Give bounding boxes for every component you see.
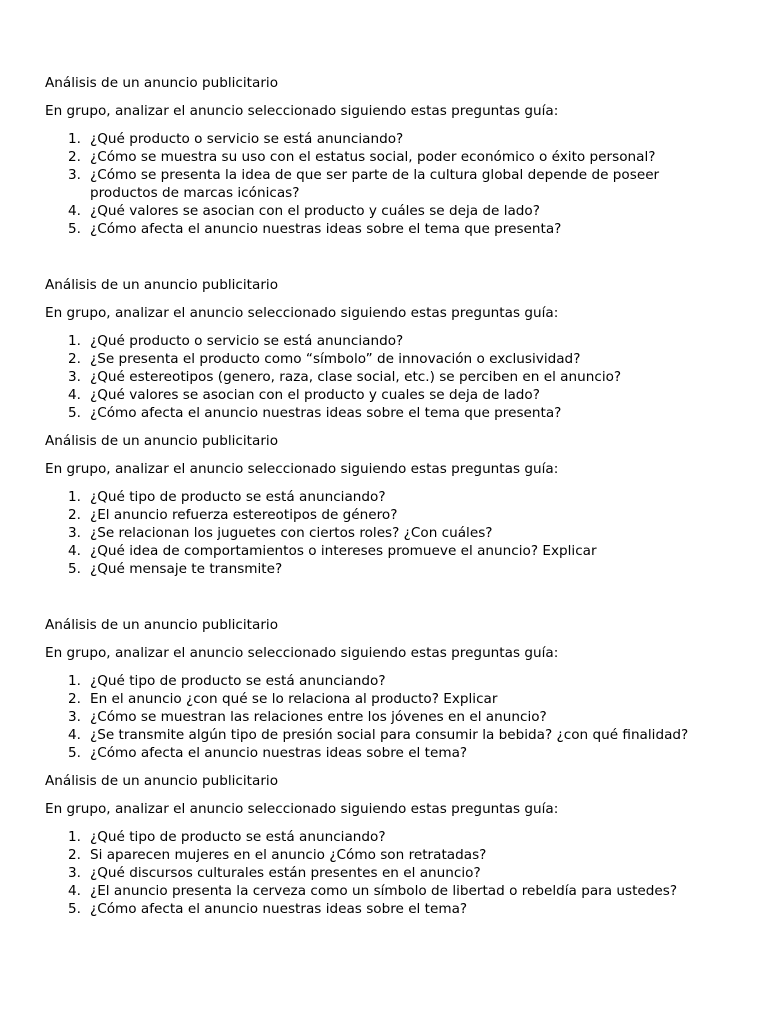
question-number: 1. [68, 673, 81, 689]
question-number: 5. [68, 221, 81, 237]
question-list [45, 828, 750, 918]
question-number: 1. [68, 333, 81, 349]
question-number: 4. [68, 883, 81, 899]
question-text: ¿Cómo se muestra su uso con el estatus social, poder económico o éxito personal? [90, 149, 656, 165]
question-number: 1. [68, 131, 81, 147]
question-item [45, 524, 750, 542]
question-item [45, 130, 750, 148]
question-number: 3. [68, 525, 81, 541]
question-item [45, 386, 750, 404]
section-instructions: En grupo, analizar el anuncio seleccionado siguiendo estas preguntas guía: [45, 801, 559, 817]
question-text: ¿Qué tipo de producto se está anunciando? [90, 829, 386, 845]
question-item [45, 672, 750, 690]
question-item [45, 202, 750, 220]
question-number: 5. [68, 405, 81, 421]
question-text: Si aparecen mujeres en el anuncio ¿Cómo son retratadas? [90, 847, 487, 863]
question-item [45, 708, 750, 726]
question-item [45, 744, 750, 762]
question-item [45, 560, 750, 578]
question-text: ¿Se transmite algún tipo de presión social para consumir la bebida? ¿con qué finalidad? [90, 727, 689, 743]
question-number: 2. [68, 847, 81, 863]
section-title: Análisis de un anuncio publicitario [45, 617, 279, 633]
question-number: 5. [68, 745, 81, 761]
question-number: 1. [68, 829, 81, 845]
section-instructions: En grupo, analizar el anuncio seleccionado siguiendo estas preguntas guía: [45, 645, 559, 661]
question-item [45, 846, 750, 864]
question-item [45, 220, 750, 238]
question-list [45, 488, 750, 578]
question-text: ¿El anuncio presenta la cerveza como un símbolo de libertad o rebeldía para ustedes? [90, 883, 678, 899]
question-number: 3. [68, 167, 81, 183]
question-number: 2. [68, 351, 81, 367]
question-number: 1. [68, 489, 81, 505]
question-text: ¿Qué tipo de producto se está anunciando? [90, 673, 386, 689]
question-item [45, 350, 750, 368]
question-text: ¿Cómo se presenta la idea de que ser parte de la cultura global depende de poseer [90, 167, 660, 183]
question-number: 2. [68, 691, 81, 707]
question-text: ¿Qué mensaje te transmite? [90, 561, 283, 577]
question-text: ¿Qué idea de comportamientos o intereses promueve el anuncio? Explicar [90, 543, 597, 559]
question-number: 3. [68, 865, 81, 881]
question-item [45, 488, 750, 506]
question-item [45, 726, 750, 744]
question-number: 2. [68, 149, 81, 165]
question-item [45, 506, 750, 524]
question-number: 2. [68, 507, 81, 523]
section-instructions: En grupo, analizar el anuncio seleccionado siguiendo estas preguntas guía: [45, 461, 559, 477]
question-text: ¿Cómo afecta el anuncio nuestras ideas sobre el tema que presenta? [90, 221, 562, 237]
question-item [45, 332, 750, 350]
question-text: ¿Cómo afecta el anuncio nuestras ideas sobre el tema? [90, 745, 468, 761]
question-list [45, 130, 750, 238]
question-item [45, 864, 750, 882]
question-text: productos de marcas icónicas? [90, 185, 300, 201]
section-title: Análisis de un anuncio publicitario [45, 773, 279, 789]
question-text: ¿Cómo se muestran las relaciones entre los jóvenes en el anuncio? [90, 709, 547, 725]
question-text: ¿Qué producto o servicio se está anunciando? [90, 131, 404, 147]
question-item [45, 404, 750, 422]
question-number: 3. [68, 369, 81, 385]
question-list [45, 332, 750, 422]
question-item [45, 882, 750, 900]
question-text: ¿Qué valores se asocian con el producto y cuáles se deja de lado? [90, 203, 540, 219]
question-text: ¿Cómo afecta el anuncio nuestras ideas sobre el tema que presenta? [90, 405, 562, 421]
question-text: ¿Cómo afecta el anuncio nuestras ideas sobre el tema? [90, 901, 468, 917]
question-number: 4. [68, 387, 81, 403]
question-item [45, 166, 750, 202]
question-text: ¿Qué estereotipos (genero, raza, clase social, etc.) se perciben en el anuncio? [90, 369, 622, 385]
question-number: 3. [68, 709, 81, 725]
question-list [45, 672, 750, 762]
section-title: Análisis de un anuncio publicitario [45, 277, 279, 293]
question-number: 4. [68, 727, 81, 743]
question-text: ¿Se relacionan los juguetes con ciertos roles? ¿Con cuáles? [90, 525, 493, 541]
question-item [45, 368, 750, 386]
section-instructions: En grupo, analizar el anuncio seleccionado siguiendo estas preguntas guía: [45, 305, 559, 321]
question-item [45, 148, 750, 166]
question-item [45, 690, 750, 708]
question-item [45, 542, 750, 560]
question-text: ¿El anuncio refuerza estereotipos de género? [90, 507, 398, 523]
question-text: ¿Qué tipo de producto se está anunciando? [90, 489, 386, 505]
question-text: En el anuncio ¿con qué se lo relaciona al producto? Explicar [90, 691, 498, 707]
question-number: 4. [68, 543, 81, 559]
section-title: Análisis de un anuncio publicitario [45, 433, 279, 449]
question-number: 5. [68, 561, 81, 577]
question-text: ¿Qué producto o servicio se está anunciando? [90, 333, 404, 349]
question-item [45, 900, 750, 918]
question-text: ¿Se presenta el producto como “símbolo” de innovación o exclusividad? [90, 351, 581, 367]
question-number: 4. [68, 203, 81, 219]
question-text: ¿Qué valores se asocian con el producto y cuales se deja de lado? [90, 387, 540, 403]
question-number: 5. [68, 901, 81, 917]
section-instructions: En grupo, analizar el anuncio seleccionado siguiendo estas preguntas guía: [45, 103, 559, 119]
question-item [45, 828, 750, 846]
section-title: Análisis de un anuncio publicitario [45, 75, 279, 91]
question-text: ¿Qué discursos culturales están presentes en el anuncio? [90, 865, 481, 881]
